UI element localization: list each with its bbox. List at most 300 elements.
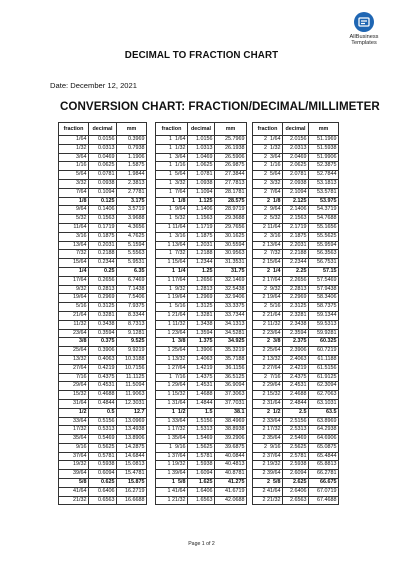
table-row (253, 206, 339, 215)
fraction-cell: 1 23/64 (156, 329, 188, 338)
fraction-cell: 5/16 (59, 303, 89, 312)
decimal-cell: 1.2188 (188, 250, 215, 259)
mm-cell: 1.9844 (117, 171, 147, 180)
table-row (59, 206, 147, 215)
decimal-cell: 0.625 (89, 479, 117, 488)
table-row (59, 259, 147, 268)
fraction-cell: 1 1/8 (156, 197, 188, 206)
brand-name-line2: Templates (351, 40, 377, 47)
table-row (59, 144, 147, 153)
brand-name-line1: AllBusiness (349, 34, 379, 40)
table-row (156, 443, 247, 452)
mm-cell: 33.3375 (215, 303, 247, 312)
decimal-cell: 0.4063 (89, 355, 117, 364)
table-row (156, 215, 247, 224)
decimal-cell: 1.2344 (188, 259, 215, 268)
mm-cell: 57.5469 (309, 276, 339, 285)
mm-cell: 2.7781 (117, 188, 147, 197)
header-fraction: fraction (253, 123, 283, 136)
fraction-cell: 2 13/32 (253, 355, 283, 364)
conversion-table-0-1 (58, 122, 147, 505)
table-row (253, 294, 339, 303)
table-row (253, 197, 339, 206)
decimal-cell: 0.5313 (89, 426, 117, 435)
decimal-cell: 0.5469 (89, 435, 117, 444)
decimal-cell: 1.5781 (188, 452, 215, 461)
mm-cell: 55.1656 (309, 223, 339, 232)
mm-cell: 54.7688 (309, 215, 339, 224)
table-row (59, 347, 147, 356)
table-row (156, 399, 247, 408)
decimal-cell: 2.4844 (283, 399, 309, 408)
decimal-cell: 2.0469 (283, 153, 309, 162)
mm-cell: 34.5281 (215, 329, 247, 338)
decimal-cell: 0.375 (89, 338, 117, 347)
fraction-cell: 5/32 (59, 215, 89, 224)
fraction-cell: 2 3/16 (253, 232, 283, 241)
decimal-cell: 0.5938 (89, 461, 117, 470)
table-row (253, 320, 339, 329)
mm-cell: 59.1344 (309, 311, 339, 320)
table-row (253, 391, 339, 400)
fraction-cell: 1 13/64 (156, 241, 188, 250)
fraction-cell: 1 5/8 (156, 479, 188, 488)
table-row (59, 285, 147, 294)
table-row (253, 250, 339, 259)
fraction-cell: 1 1/32 (156, 144, 188, 153)
mm-cell: 66.675 (309, 479, 339, 488)
table-row (59, 153, 147, 162)
fraction-cell: 2 11/64 (253, 223, 283, 232)
table-row (59, 311, 147, 320)
fraction-cell: 2 9/64 (253, 206, 283, 215)
fraction-cell: 17/64 (59, 276, 89, 285)
table-row (59, 241, 147, 250)
mm-cell: 57.15 (309, 267, 339, 276)
decimal-cell: 2.0781 (283, 171, 309, 180)
mm-cell: 28.575 (215, 197, 247, 206)
table-row (59, 443, 147, 452)
mm-cell: 62.3094 (309, 382, 339, 391)
fraction-cell: 2 5/16 (253, 303, 283, 312)
table-row (253, 232, 339, 241)
fraction-cell: 1 15/64 (156, 259, 188, 268)
decimal-cell: 1.4844 (188, 399, 215, 408)
decimal-cell: 1.25 (188, 267, 215, 276)
decimal-cell: 0.1563 (89, 215, 117, 224)
decimal-cell: 1.4219 (188, 364, 215, 373)
fraction-cell: 9/64 (59, 206, 89, 215)
mm-cell: 39.2906 (215, 435, 247, 444)
table-row (253, 171, 339, 180)
decimal-cell: 0.1719 (89, 223, 117, 232)
mm-cell: 26.5906 (215, 153, 247, 162)
decimal-cell: 2.25 (283, 267, 309, 276)
fraction-cell: 1 17/32 (156, 426, 188, 435)
table-row (59, 136, 147, 145)
fraction-cell: 9/32 (59, 285, 89, 294)
mm-cell: 7.1438 (117, 285, 147, 294)
decimal-cell: 1.0156 (188, 136, 215, 145)
table-row (156, 311, 247, 320)
mm-cell: 52.7844 (309, 171, 339, 180)
fraction-cell: 1 21/64 (156, 311, 188, 320)
decimal-cell: 2.5938 (283, 461, 309, 470)
fraction-cell: 1 31/64 (156, 399, 188, 408)
table-row (59, 162, 147, 171)
decimal-cell: 0.1406 (89, 206, 117, 215)
fraction-cell: 2 3/8 (253, 338, 283, 347)
header-mm: mm (215, 123, 247, 136)
decimal-cell: 2.1094 (283, 188, 309, 197)
fraction-cell: 29/64 (59, 382, 89, 391)
fraction-cell: 2 15/32 (253, 391, 283, 400)
mm-cell: 67.4688 (309, 496, 339, 505)
decimal-cell: 0.6563 (89, 496, 117, 505)
mm-cell: 7.5406 (117, 294, 147, 303)
table-row (156, 153, 247, 162)
decimal-cell: 1.4531 (188, 382, 215, 391)
table-row (253, 329, 339, 338)
decimal-cell: 1.5156 (188, 417, 215, 426)
decimal-cell: 2.0156 (283, 136, 309, 145)
fraction-cell: 1/32 (59, 144, 89, 153)
table-row (59, 399, 147, 408)
decimal-cell: 2.375 (283, 338, 309, 347)
decimal-cell: 0.0469 (89, 153, 117, 162)
table-row (59, 320, 147, 329)
mm-cell: 12.7 (117, 408, 147, 417)
table-row (156, 355, 247, 364)
mm-cell: 33.7344 (215, 311, 247, 320)
table-row (156, 144, 247, 153)
table-row (156, 347, 247, 356)
mm-cell: 32.9406 (215, 294, 247, 303)
fraction-cell: 2 21/32 (253, 496, 283, 505)
fraction-cell: 2 41/64 (253, 487, 283, 496)
decimal-cell: 1.1875 (188, 232, 215, 241)
decimal-cell: 2.4688 (283, 391, 309, 400)
mm-cell: 41.275 (215, 479, 247, 488)
mm-cell: 37.7031 (215, 399, 247, 408)
fraction-cell: 1/2 (59, 408, 89, 417)
mm-cell: 35.3219 (215, 347, 247, 356)
table-row (253, 487, 339, 496)
table-row (59, 496, 147, 505)
decimal-cell: 1.0625 (188, 162, 215, 171)
fraction-cell: 2 33/64 (253, 417, 283, 426)
decimal-cell: 0.0781 (89, 171, 117, 180)
decimal-cell: 1.0469 (188, 153, 215, 162)
mm-cell: 63.1031 (309, 399, 339, 408)
mm-cell: 64.6906 (309, 435, 339, 444)
mm-cell: 32.1469 (215, 276, 247, 285)
decimal-cell: 1.2656 (188, 276, 215, 285)
fraction-cell: 9/16 (59, 443, 89, 452)
table-row (156, 267, 247, 276)
table-row (253, 408, 339, 417)
header-mm: mm (117, 123, 147, 136)
fraction-cell: 1 3/16 (156, 232, 188, 241)
mm-cell: 59.5313 (309, 320, 339, 329)
mm-cell: 32.5438 (215, 285, 247, 294)
decimal-cell: 2.3438 (283, 320, 309, 329)
fraction-cell: 2 7/32 (253, 250, 283, 259)
decimal-cell: 0.4531 (89, 382, 117, 391)
header-mm: mm (309, 123, 339, 136)
decimal-cell: 0.3125 (89, 303, 117, 312)
table-row (156, 259, 247, 268)
decimal-cell: 2.6094 (283, 470, 309, 479)
decimal-cell: 0.4688 (89, 391, 117, 400)
table-row (59, 391, 147, 400)
decimal-cell: 0.125 (89, 197, 117, 206)
table-row (156, 338, 247, 347)
fraction-cell: 33/64 (59, 417, 89, 426)
mm-cell: 15.4781 (117, 470, 147, 479)
mm-cell: 27.3844 (215, 171, 247, 180)
mm-cell: 11.9063 (117, 391, 147, 400)
fraction-cell: 7/64 (59, 188, 89, 197)
decimal-cell: 2.3125 (283, 303, 309, 312)
decimal-cell: 1.3594 (188, 329, 215, 338)
mm-cell: 9.9219 (117, 347, 147, 356)
table-row (59, 250, 147, 259)
table-row (253, 303, 339, 312)
fraction-cell: 2 17/32 (253, 426, 283, 435)
mm-cell: 11.5094 (117, 382, 147, 391)
table-row (156, 250, 247, 259)
fraction-cell: 1 1/4 (156, 267, 188, 276)
fraction-cell: 2 1/64 (253, 136, 283, 145)
table-row (156, 373, 247, 382)
decimal-cell: 1.625 (188, 479, 215, 488)
table-row (59, 479, 147, 488)
table-row (253, 144, 339, 153)
fraction-cell: 2 31/64 (253, 399, 283, 408)
decimal-cell: 2.2969 (283, 294, 309, 303)
decimal-cell: 0.6406 (89, 487, 117, 496)
fraction-cell: 2 1/8 (253, 197, 283, 206)
decimal-cell: 2.3594 (283, 329, 309, 338)
fraction-cell: 2 11/32 (253, 320, 283, 329)
table-row (59, 267, 147, 276)
fraction-cell: 2 7/64 (253, 188, 283, 197)
mm-cell: 5.9531 (117, 259, 147, 268)
decimal-cell: 2.5781 (283, 452, 309, 461)
decimal-cell: 2.2031 (283, 241, 309, 250)
fraction-cell: 21/32 (59, 496, 89, 505)
table-row (156, 487, 247, 496)
mm-cell: 5.5563 (117, 250, 147, 259)
mm-cell: 36.9094 (215, 382, 247, 391)
decimal-cell: 1.3906 (188, 347, 215, 356)
mm-cell: 3.5719 (117, 206, 147, 215)
conversion-table-1-2 (155, 122, 247, 505)
fraction-cell: 3/8 (59, 338, 89, 347)
decimal-cell: 0.2969 (89, 294, 117, 303)
mm-cell: 31.3531 (215, 259, 247, 268)
decimal-cell: 0.2031 (89, 241, 117, 250)
fraction-cell: 31/64 (59, 399, 89, 408)
header-fraction: fraction (59, 123, 89, 136)
table-row (156, 188, 247, 197)
header-decimal: decimal (89, 123, 117, 136)
mm-cell: 40.0844 (215, 452, 247, 461)
mm-cell: 53.1813 (309, 179, 339, 188)
table-row (59, 215, 147, 224)
table-row (156, 223, 247, 232)
table-row (156, 470, 247, 479)
mm-cell: 55.5625 (309, 232, 339, 241)
decimal-cell: 0.1094 (89, 188, 117, 197)
fraction-cell: 2 35/64 (253, 435, 283, 444)
decimal-cell: 1.0781 (188, 171, 215, 180)
conversion-chart-title: CONVERSION CHART: FRACTION/DECIMAL/MILLIMETER (60, 100, 380, 113)
fraction-cell: 1 5/64 (156, 171, 188, 180)
decimal-cell: 2.4063 (283, 355, 309, 364)
mm-cell: 53.975 (309, 197, 339, 206)
decimal-cell: 0.0625 (89, 162, 117, 171)
decimal-cell: 0.1875 (89, 232, 117, 241)
mm-cell: 66.2781 (309, 470, 339, 479)
decimal-cell: 2.625 (283, 479, 309, 488)
fraction-cell: 13/64 (59, 241, 89, 250)
table-row (156, 382, 247, 391)
table-row (253, 153, 339, 162)
header-decimal: decimal (283, 123, 309, 136)
fraction-cell: 35/64 (59, 435, 89, 444)
mm-cell: 3.175 (117, 197, 147, 206)
table-row (156, 417, 247, 426)
mm-cell: 63.8969 (309, 417, 339, 426)
table-row (253, 355, 339, 364)
decimal-cell: 2.1563 (283, 215, 309, 224)
allbusiness-templates-logo-icon (354, 12, 374, 32)
table-row (156, 364, 247, 373)
mm-cell: 25.7969 (215, 136, 247, 145)
decimal-cell: 0.5 (89, 408, 117, 417)
mm-cell: 9.1281 (117, 329, 147, 338)
fraction-cell: 1 29/64 (156, 382, 188, 391)
fraction-cell: 1 9/64 (156, 206, 188, 215)
mm-cell: 8.7313 (117, 320, 147, 329)
fraction-cell: 2 5/64 (253, 171, 283, 180)
decimal-cell: 2.4375 (283, 373, 309, 382)
fraction-cell: 1/8 (59, 197, 89, 206)
mm-cell: 36.5125 (215, 373, 247, 382)
decimal-cell: 2.0938 (283, 179, 309, 188)
table-row (253, 479, 339, 488)
fraction-cell: 1/4 (59, 267, 89, 276)
decimal-cell: 2.125 (283, 197, 309, 206)
table-row (253, 223, 339, 232)
decimal-cell: 1.6094 (188, 470, 215, 479)
fraction-cell: 1 11/64 (156, 223, 188, 232)
decimal-cell: 0.5625 (89, 443, 117, 452)
mm-cell: 29.3688 (215, 215, 247, 224)
table-row (156, 179, 247, 188)
fraction-cell: 1 15/32 (156, 391, 188, 400)
mm-cell: 7.9375 (117, 303, 147, 312)
table-row (59, 435, 147, 444)
decimal-cell: 0.2813 (89, 285, 117, 294)
fraction-cell: 1 11/32 (156, 320, 188, 329)
fraction-cell: 1 17/64 (156, 276, 188, 285)
table-row (253, 399, 339, 408)
table-row (253, 338, 339, 347)
mm-cell: 10.3188 (117, 355, 147, 364)
table-row (59, 294, 147, 303)
table-row (59, 232, 147, 241)
table-row (253, 417, 339, 426)
fraction-cell: 19/32 (59, 461, 89, 470)
mm-cell: 64.2938 (309, 426, 339, 435)
mm-cell: 39.6875 (215, 443, 247, 452)
mm-cell: 54.3719 (309, 206, 339, 215)
decimal-cell: 2.6563 (283, 496, 309, 505)
mm-cell: 4.7625 (117, 232, 147, 241)
table-row (59, 470, 147, 479)
table-row (59, 188, 147, 197)
mm-cell: 51.5938 (309, 144, 339, 153)
fraction-cell: 1 5/16 (156, 303, 188, 312)
fraction-cell: 1 25/64 (156, 347, 188, 356)
fraction-cell: 2 1/4 (253, 267, 283, 276)
fraction-cell: 15/32 (59, 391, 89, 400)
fraction-cell: 1 21/32 (156, 496, 188, 505)
fraction-cell: 2 19/64 (253, 294, 283, 303)
mm-cell: 56.7531 (309, 259, 339, 268)
fraction-cell: 37/64 (59, 452, 89, 461)
table-row (253, 373, 339, 382)
mm-cell: 16.2719 (117, 487, 147, 496)
decimal-cell: 1.3281 (188, 311, 215, 320)
decimal-cell: 1.5 (188, 408, 215, 417)
table-row (59, 364, 147, 373)
mm-cell: 13.4938 (117, 426, 147, 435)
fraction-cell: 1 9/16 (156, 443, 188, 452)
mm-cell: 41.6719 (215, 487, 247, 496)
mm-cell: 15.0813 (117, 461, 147, 470)
mm-cell: 14.2875 (117, 443, 147, 452)
fraction-cell: 1 35/64 (156, 435, 188, 444)
mm-cell: 34.925 (215, 338, 247, 347)
fraction-cell: 1 1/64 (156, 136, 188, 145)
mm-cell: 1.1906 (117, 153, 147, 162)
table-row (156, 232, 247, 241)
decimal-cell: 2.4531 (283, 382, 309, 391)
decimal-cell: 2.5156 (283, 417, 309, 426)
fraction-cell: 2 13/64 (253, 241, 283, 250)
mm-cell: 38.8938 (215, 426, 247, 435)
decimal-cell: 0.5781 (89, 452, 117, 461)
table-row (253, 461, 339, 470)
fraction-cell: 1 41/64 (156, 487, 188, 496)
table-row (156, 162, 247, 171)
table-row (156, 276, 247, 285)
fraction-cell: 1 1/16 (156, 162, 188, 171)
mm-cell: 62.7063 (309, 391, 339, 400)
decimal-cell: 1.6406 (188, 487, 215, 496)
mm-cell: 4.3656 (117, 223, 147, 232)
table-row (253, 470, 339, 479)
mm-cell: 9.525 (117, 338, 147, 347)
decimal-cell: 0.25 (89, 267, 117, 276)
fraction-cell: 2 27/64 (253, 364, 283, 373)
decimal-cell: 2.3906 (283, 347, 309, 356)
fraction-cell: 1 39/64 (156, 470, 188, 479)
